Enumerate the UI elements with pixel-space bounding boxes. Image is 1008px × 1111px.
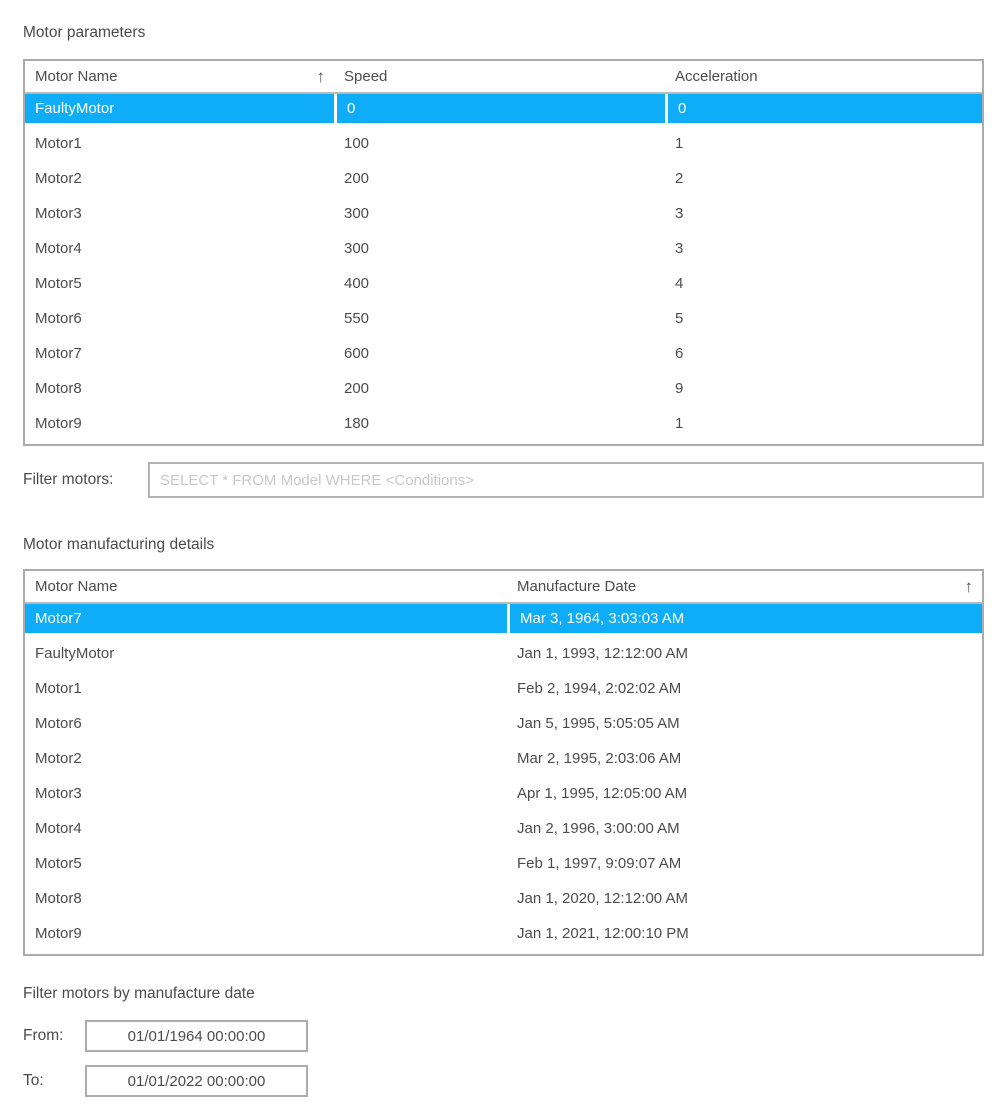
table-row[interactable] [25, 849, 982, 878]
table-row[interactable] [25, 604, 982, 633]
filter-motors-row [23, 462, 984, 498]
column-header-speed-label: Speed [344, 68, 388, 85]
cell-acceleration: 1 [675, 135, 684, 152]
column-header-acceleration-label: Acceleration [675, 68, 758, 85]
cell-motor-name: Motor4 [35, 820, 82, 837]
column-header-acceleration[interactable] [665, 61, 982, 92]
cell-speed: 300 [344, 240, 370, 257]
table-row[interactable] [25, 744, 982, 773]
cell-manufacture-date: Jan 2, 1996, 3:00:00 AM [517, 820, 680, 837]
cell-motor-name: Motor5 [35, 275, 82, 292]
cell-speed: 300 [344, 205, 370, 222]
manufacturing-header [25, 571, 982, 604]
table-row[interactable] [25, 814, 982, 843]
cell-acceleration: 6 [675, 345, 684, 362]
cell-motor-name: Motor5 [35, 855, 82, 872]
cell-manufacture-date: Mar 2, 1995, 2:03:06 AM [517, 750, 682, 767]
cell-acceleration: 3 [675, 205, 684, 222]
cell-motor-name: FaultyMotor [35, 100, 115, 117]
column-header-manufacture-date-label: Manufacture Date [517, 578, 637, 595]
manufacturing-title: Motor manufacturing details [23, 536, 215, 553]
from-date-input[interactable] [85, 1020, 308, 1052]
cell-motor-name: Motor2 [35, 750, 82, 767]
table-row[interactable] [25, 129, 982, 158]
motor-parameters-header [25, 61, 982, 94]
cell-acceleration: 5 [675, 310, 684, 327]
cell-speed: 400 [344, 275, 370, 292]
cell-acceleration: 4 [675, 275, 684, 292]
column-header-motor-name[interactable] [25, 61, 334, 92]
table-row[interactable] [25, 339, 982, 368]
cell-manufacture-date: Jan 1, 2021, 12:00:10 PM [517, 925, 689, 942]
cell-acceleration: 3 [675, 240, 684, 257]
manufacturing-table [23, 569, 984, 956]
cell-motor-name: Motor3 [35, 785, 82, 802]
table-row[interactable] [25, 374, 982, 403]
cell-speed: 100 [344, 135, 370, 152]
sort-ascending-icon: ↑ [964, 577, 973, 596]
column-header-motor-name-label: Motor Name [35, 578, 118, 595]
cell-motor-name: Motor6 [35, 310, 82, 327]
date-to-row [23, 1065, 984, 1097]
cell-speed: 600 [344, 345, 370, 362]
table-row[interactable] [25, 164, 982, 193]
filter-motors-label: Filter motors: [23, 471, 114, 488]
cell-acceleration: 2 [675, 170, 684, 187]
table-row[interactable] [25, 639, 982, 668]
cell-acceleration: 1 [675, 415, 684, 432]
table-row[interactable] [25, 674, 982, 703]
table-row[interactable] [25, 409, 982, 438]
column-header-motor-name[interactable] [25, 571, 507, 602]
date-filter-title: Filter motors by manufacture date [23, 985, 255, 1002]
table-row[interactable] [25, 269, 982, 298]
column-header-motor-name-label: Motor Name [35, 68, 118, 85]
table-row[interactable] [25, 919, 982, 948]
cell-motor-name: Motor8 [35, 890, 82, 907]
table-row[interactable] [25, 234, 982, 263]
table-row[interactable] [25, 779, 982, 808]
cell-manufacture-date: Feb 1, 1997, 9:09:07 AM [517, 855, 682, 872]
cell-manufacture-date: Mar 3, 1964, 3:03:03 AM [507, 604, 982, 633]
cell-speed: 200 [344, 170, 370, 187]
table-row[interactable] [25, 304, 982, 333]
cell-speed: 550 [344, 310, 370, 327]
cell-motor-name: Motor8 [35, 380, 82, 397]
to-date-input[interactable] [85, 1065, 308, 1097]
date-from-row [23, 1020, 984, 1052]
cell-motor-name: Motor4 [35, 240, 82, 257]
cell-speed: 180 [344, 415, 370, 432]
table-row[interactable] [25, 709, 982, 738]
table-row[interactable] [25, 94, 982, 123]
sort-ascending-icon: ↑ [316, 67, 325, 86]
cell-speed: 0 [334, 94, 665, 123]
table-row[interactable] [25, 884, 982, 913]
manufacturing-body [25, 604, 982, 948]
cell-motor-name: Motor9 [35, 415, 82, 432]
cell-motor-name: Motor2 [35, 170, 82, 187]
motor-parameters-body [25, 94, 982, 438]
motor-parameters-title: Motor parameters [23, 24, 146, 41]
cell-manufacture-date: Jan 5, 1995, 5:05:05 AM [517, 715, 680, 732]
cell-manufacture-date: Jan 1, 2020, 12:12:00 AM [517, 890, 688, 907]
cell-manufacture-date: Apr 1, 1995, 12:05:00 AM [517, 785, 688, 802]
cell-motor-name: Motor7 [35, 345, 82, 362]
cell-acceleration: 0 [665, 94, 982, 123]
cell-motor-name: Motor3 [35, 205, 82, 222]
table-row[interactable] [25, 199, 982, 228]
cell-manufacture-date: Feb 2, 1994, 2:02:02 AM [517, 680, 682, 697]
from-label: From: [23, 1027, 64, 1044]
cell-motor-name: Motor6 [35, 715, 82, 732]
cell-motor-name: Motor1 [35, 135, 82, 152]
sql-filter-input[interactable] [148, 462, 984, 498]
cell-motor-name: Motor7 [35, 610, 82, 627]
cell-motor-name: Motor1 [35, 680, 82, 697]
to-label: To: [23, 1072, 44, 1089]
cell-acceleration: 9 [675, 380, 684, 397]
motor-parameters-table [23, 59, 984, 446]
cell-speed: 200 [344, 380, 370, 397]
column-header-speed[interactable] [334, 61, 665, 92]
cell-motor-name: FaultyMotor [35, 645, 115, 662]
cell-motor-name: Motor9 [35, 925, 82, 942]
column-header-manufacture-date[interactable] [507, 571, 982, 602]
cell-manufacture-date: Jan 1, 1993, 12:12:00 AM [517, 645, 688, 662]
